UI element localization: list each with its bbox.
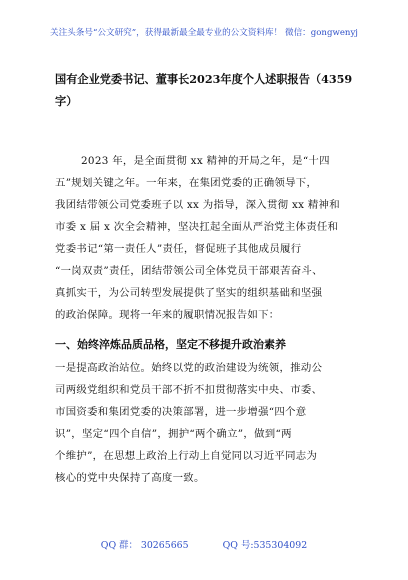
- paragraph-line: 个维护”，在思想上政治上行动上自觉同以习近平同志为: [55, 450, 318, 462]
- paragraph-line: 一是提高政治站位。始终以党的政治建设为统领，推动公: [55, 362, 323, 374]
- qq-number-text: QQ 号:535304092: [222, 540, 308, 551]
- document-title: [55, 68, 355, 112]
- section-paragraph: [55, 357, 360, 489]
- paragraph-line: 五”规划关键之年。一年来，在集团党委的正确领导下，: [55, 177, 318, 189]
- paragraph-line: 司两级党组织和党员干部不折不扣贯彻落实中央、市委、: [55, 384, 323, 396]
- section-heading: 一、始终淬炼品质品格，坚定不移提升政治素养: [55, 338, 286, 351]
- paragraph-line: “一岗双责”责任，团结带领公司全体党员干部艰苦奋斗、: [55, 265, 323, 277]
- paragraph-line: 2023 年，是全面贯彻 xx 精神的开局之年，是“十四: [81, 155, 330, 167]
- intro-paragraph: [55, 150, 360, 326]
- paragraph-line: 真抓实干，为公司转型发展提供了坚实的组织基础和坚强: [55, 287, 323, 299]
- page-header-promo: 关注头条号“公文研究”，获得最新最全最专业的公文资料库！ 微信：gongwenyj: [50, 28, 358, 38]
- paragraph-line: 市国资委和集团党委的决策部署，进一步增强“四个意: [55, 406, 307, 418]
- paragraph-line: 我团结带领公司党委班子以 xx 为指导，深入贯彻 xx 精神和: [55, 199, 340, 211]
- paragraph-line: 党委书记“第一责任人”责任，督促班子其他成员履行: [55, 243, 302, 255]
- paragraph-line: 核心的党中央保持了高度一致。: [55, 472, 205, 484]
- page-footer-contact: [0, 537, 408, 551]
- title-line: 字）: [55, 94, 78, 108]
- qq-group-text: QQ 群： 30265665: [100, 540, 189, 551]
- paragraph-line: 的政治保障。现将一年来的履职情况报告如下：: [55, 309, 280, 321]
- paragraph-line: 市委 x 届 x 次全会精神，坚决扛起全面从严治党主体责任和: [55, 221, 339, 233]
- title-line: 国有企业党委书记、董事长2023年度个人述职报告（4359: [55, 72, 353, 86]
- paragraph-line: 识”，坚定“四个自信”，拥护“两个确立”，做到“两: [55, 428, 292, 440]
